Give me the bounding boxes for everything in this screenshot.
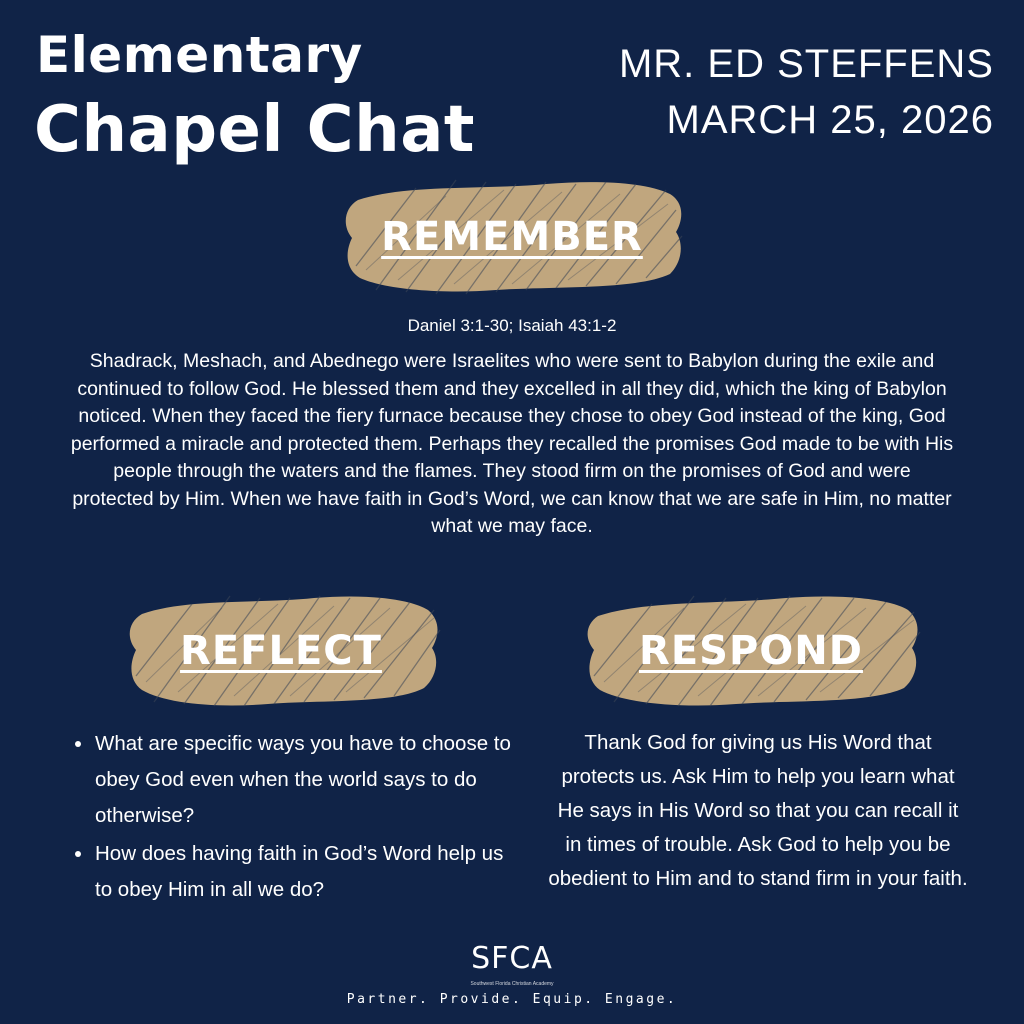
chapel-date: MARCH 25, 2026 (666, 98, 994, 142)
tagline: Partner. Provide. Equip. Engage. (346, 992, 678, 1007)
speaker-name: MR. ED STEFFENS (618, 42, 994, 86)
reflect-question-list (72, 726, 512, 910)
reflect-question: What are specific ways you have to choose to obey God even when the world says to do otherwise? (72, 726, 512, 834)
reflect-heading: REFLECT (180, 628, 382, 674)
respond-heading: RESPOND (639, 628, 863, 674)
scripture-reference: Daniel 3:1-30; Isaiah 43:1-2 (407, 316, 617, 335)
remember-body-text: Shadrack, Meshach, and Abednego were Israelites who were sent to Babylon during the exile and continued to follow God. He blessed them and they excelled in all they did, which the king of Babylon noticed. When they faced the fiery furnace because they chose to obey God instead of the king, God performed a miracle and protected them. Perhaps they recalled the promises God made to be with His people through the waters and the flames. They stood firm on the promises of God and were protected by Him. When we have faith in God’s Word, we can know that we are safe in Him, no matter what we may face. (70, 350, 954, 537)
respond-body-text: Thank God for giving us His Word that protects us. Ask Him to help you learn what He says in His Word so that you can recall it in times of trouble. Ask God to help you be obedient to Him and to stand firm in your faith. (548, 731, 968, 890)
sfca-logo: SFCA (471, 941, 553, 976)
title-line-2: Chapel Chat (34, 93, 475, 167)
remember-heading-banner (336, 170, 688, 300)
respond-heading-banner (576, 586, 926, 710)
sfca-logo-subtext: Southwest Florida Christian Academy (470, 981, 554, 987)
reflect-heading-banner (118, 586, 444, 710)
remember-heading: REMEMBER (381, 214, 643, 260)
reflect-question: How does having faith in God’s Word help us to obey Him in all we do? (72, 836, 512, 908)
title-line-1: Elementary (36, 26, 363, 84)
